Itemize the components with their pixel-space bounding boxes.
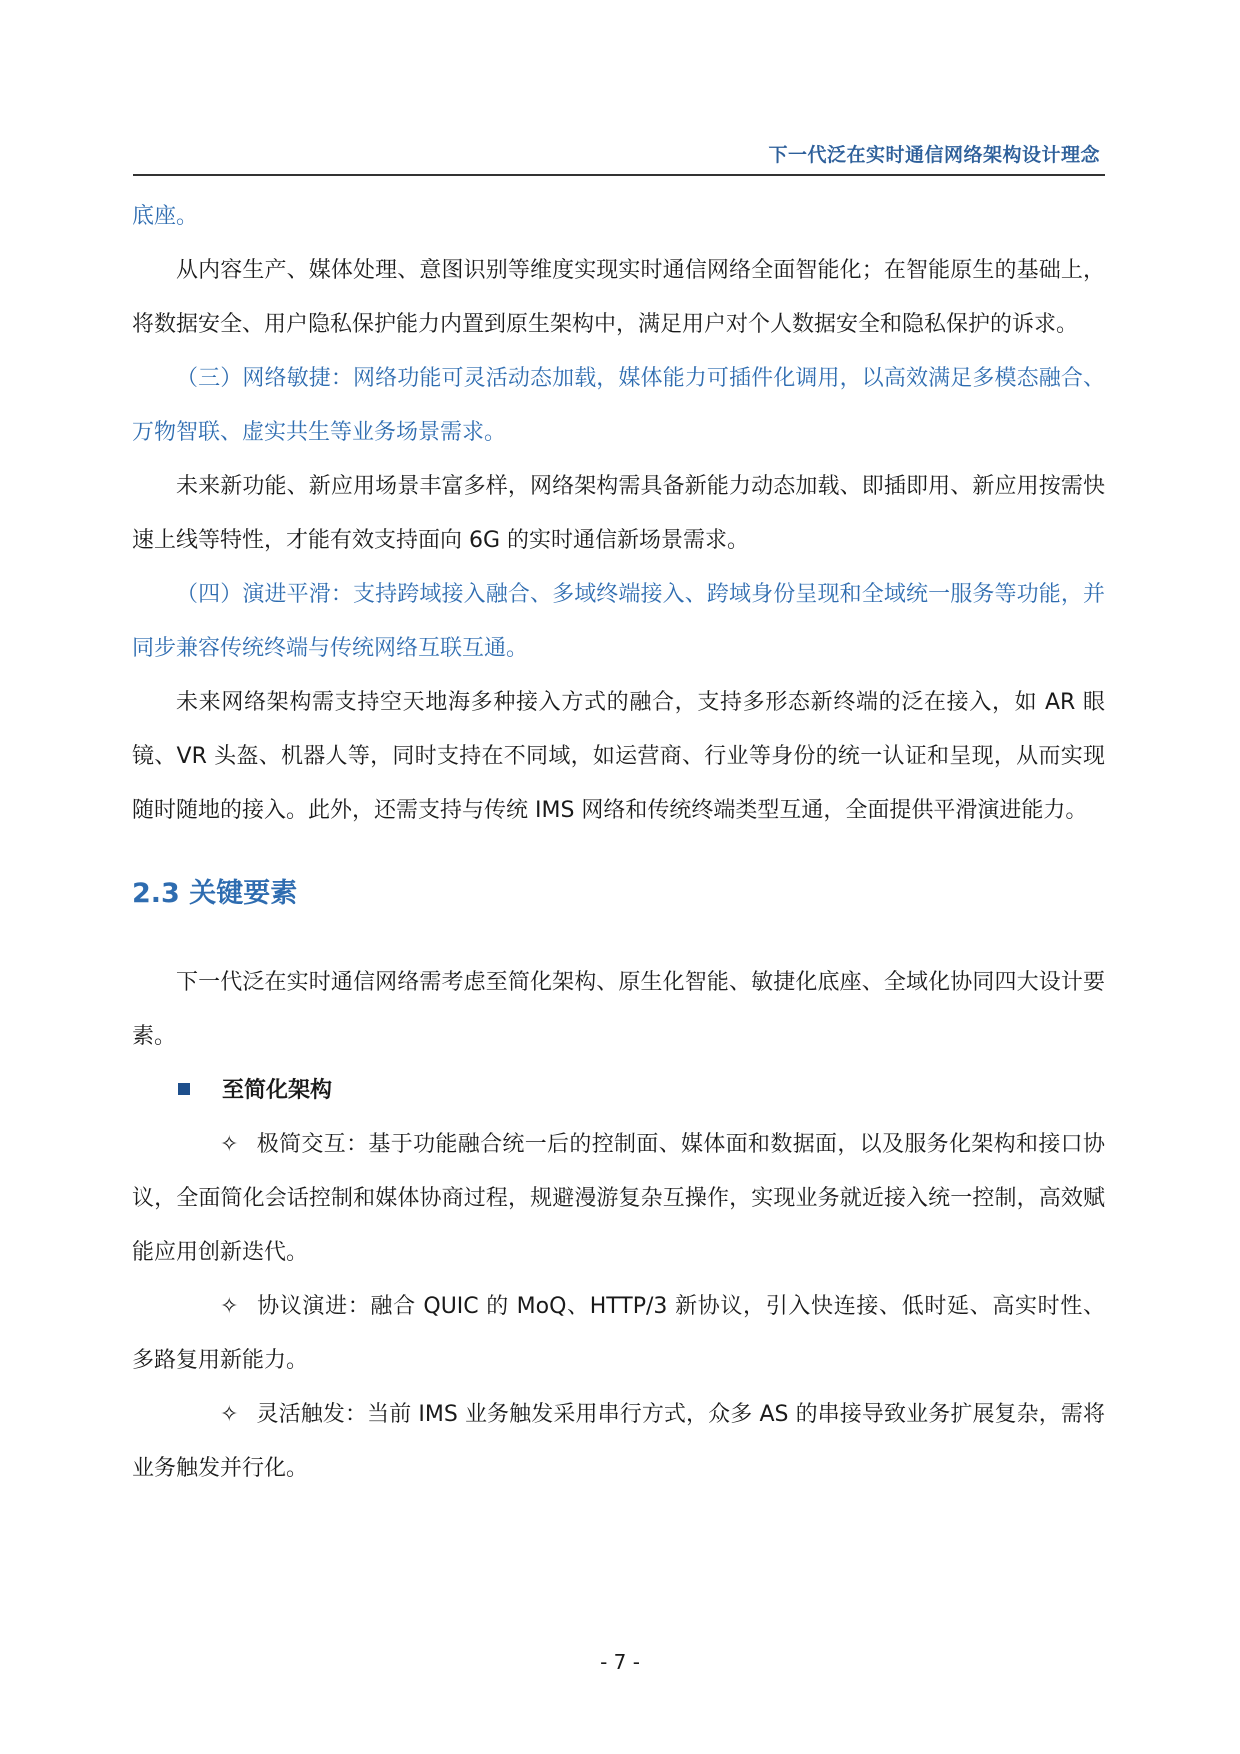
running-header: 下一代泛在实时通信网络架构设计理念	[768, 144, 1100, 166]
diamond-bullet-icon: ✧	[220, 1294, 239, 1319]
page-body	[132, 190, 1105, 1496]
section-intro: 下一代泛在实时通信网络需考虑至简化架构、原生化智能、敏捷化底座、全域化协同四大设计要素。	[132, 970, 1105, 1049]
page-number: - 7 -	[600, 1650, 640, 1674]
subheading-paragraph: （四）演进平滑：支持跨域接入融合、多域终端接入、跨域身份呈现和全域统一服务等功能，并同步兼容传统终端与传统网络互联互通。	[132, 582, 1105, 661]
square-bullet-icon	[178, 1083, 190, 1095]
list-item	[132, 1118, 1105, 1280]
section-heading: 2.3 关键要素	[132, 878, 298, 909]
list-item-text: 协议演进：融合 QUIC 的 MoQ、HTTP/3 新协议，引入快连接、低时延、高实时性、多路复用新能力。	[132, 1294, 1105, 1373]
header-rule	[133, 174, 1105, 176]
list-item	[132, 1388, 1105, 1496]
list-item-text: 灵活触发：当前 IMS 业务触发采用串行方式，众多 AS 的串接导致业务扩展复杂，需将业务触发并行化。	[132, 1402, 1105, 1481]
diamond-bullet-icon: ✧	[220, 1402, 239, 1427]
paragraph-continuation: 底座。	[132, 204, 199, 229]
paragraph: 从内容生产、媒体处理、意图识别等维度实现实时通信网络全面智能化；在智能原生的基础上，将数据安全、用户隐私保护能力内置到原生架构中，满足用户对个人数据安全和隐私保护的诉求。	[132, 258, 1105, 337]
bullet-heading	[132, 1064, 1105, 1118]
paragraph: 未来网络架构需支持空天地海多种接入方式的融合，支持多形态新终端的泛在接入，如 AR 眼镜、VR 头盔、机器人等，同时支持在不同域，如运营商、行业等身份的统一认证和呈现，从而实现随时随地的接入。此外，还需支持与传统 IMS 网络和传统终端类型互通，全面提供平滑演进能力。	[132, 690, 1105, 823]
bullet-heading-label: 至简化架构	[222, 1078, 333, 1103]
diamond-bullet-icon: ✧	[220, 1132, 239, 1157]
list-item	[132, 1280, 1105, 1388]
subheading-paragraph: （三）网络敏捷：网络功能可灵活动态加载，媒体能力可插件化调用，以高效满足多模态融合、万物智联、虚实共生等业务场景需求。	[132, 366, 1105, 445]
list-item-text: 极简交互：基于功能融合统一后的控制面、媒体面和数据面，以及服务化架构和接口协议，全面简化会话控制和媒体协商过程，规避漫游复杂互操作，实现业务就近接入统一控制，高效赋能应用创新迭代。	[132, 1132, 1105, 1265]
paragraph: 未来新功能、新应用场景丰富多样，网络架构需具备新能力动态加载、即插即用、新应用按需快速上线等特性，才能有效支持面向 6G 的实时通信新场景需求。	[132, 474, 1105, 553]
